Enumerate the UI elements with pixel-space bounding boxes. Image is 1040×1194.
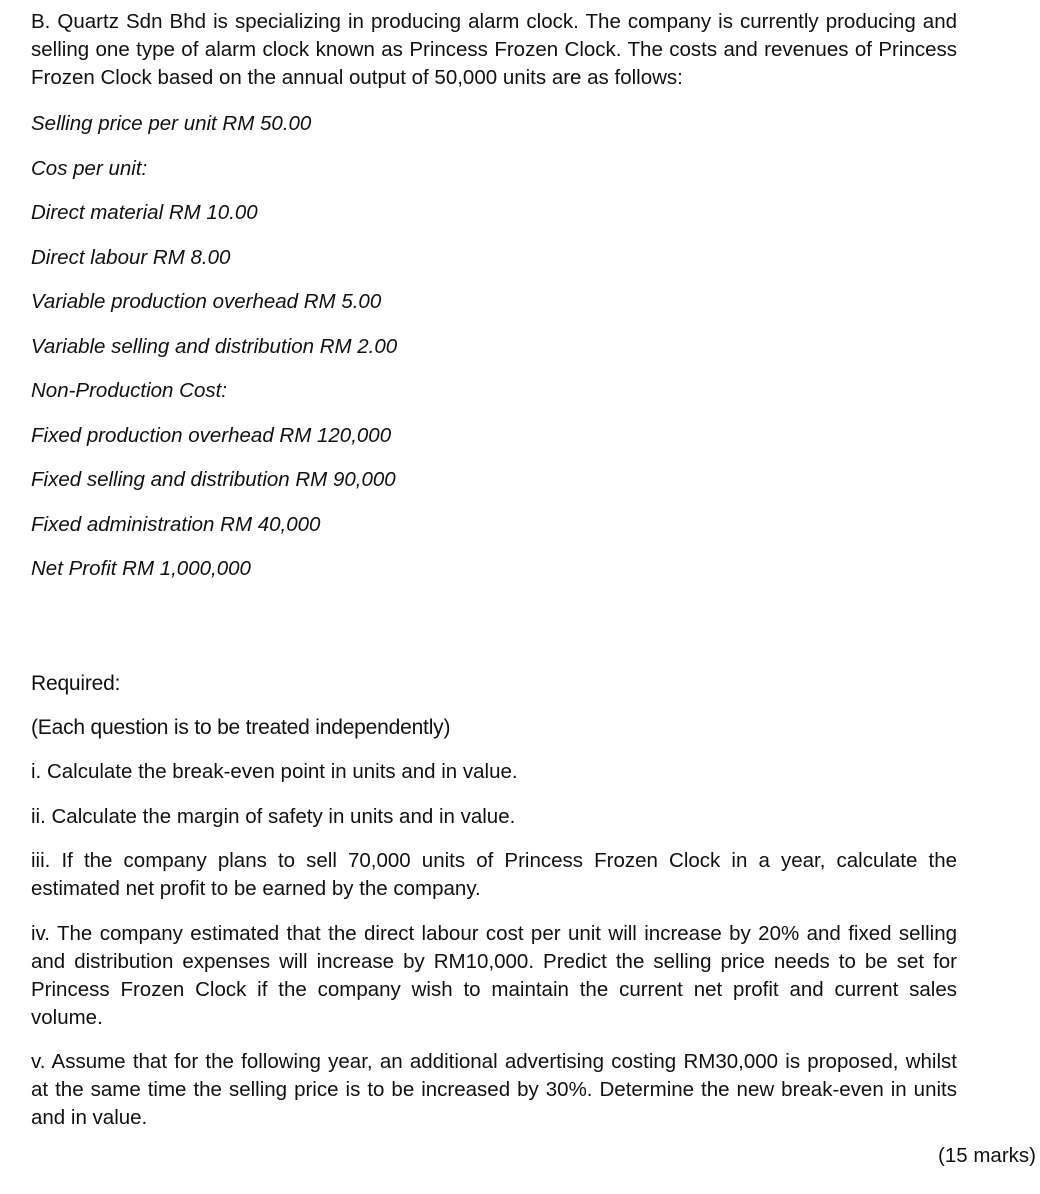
- cost-item-fixed-administration: Fixed administration RM 40,000: [31, 512, 321, 536]
- cost-item-non-production-heading: Non-Production Cost:: [31, 379, 227, 402]
- cost-item-direct-material: Direct material RM 10.00: [31, 201, 258, 224]
- intro-paragraph: B. Quartz Sdn Bhd is specializing in producing alarm clock. The company is currently producing and selling one type of alarm clock known as Princess Frozen Clock. The costs and revenues of Princess Frozen Clock based on the annual output of 50,000 units are as follows:: [31, 10, 957, 89]
- cost-item-selling-price: Selling price per unit RM 50.00: [31, 112, 312, 135]
- document-page: [31, 8, 957, 1129]
- question-v: v. Assume that for the following year, an additional advertising costing RM30,000 is proposed, whilst at the same time the selling price is to be increased by 30%. Determine the new break-even in units and in value.: [31, 1050, 957, 1129]
- cost-list: [31, 110, 957, 583]
- required-section: [31, 670, 957, 1149]
- question-iii: iii. If the company plans to sell 70,000 units of Princess Frozen Clock in a year, calculate the estimated net profit to be earned by the company.: [31, 849, 957, 900]
- cost-item-cost-per-unit-heading: Cos per unit:: [31, 156, 148, 180]
- question-iv: iv. The company estimated that the direct labour cost per unit will increase by 20% and fixed selling and distribution expenses will increase by RM10,000. Predict the selling price needs to be set for Princess Frozen Clock if the company wish to maintain the current net profit and current sales volume.: [31, 921, 957, 1029]
- required-heading: Required:: [31, 672, 121, 695]
- marks-label: (15 marks): [938, 1144, 1036, 1167]
- cost-item-fixed-production-overhead: Fixed production overhead RM 120,000: [31, 423, 392, 447]
- independence-note: (Each question is to be treated independently): [31, 716, 451, 739]
- cost-item-variable-production-overhead: Variable production overhead RM 5.00: [31, 290, 382, 313]
- cost-item-net-profit: Net Profit RM 1,000,000: [31, 557, 251, 580]
- cost-item-fixed-selling-distribution: Fixed selling and distribution RM 90,000: [31, 468, 396, 491]
- question-ii: ii. Calculate the margin of safety in units and in value.: [31, 804, 516, 828]
- cost-item-direct-labour: Direct labour RM 8.00: [31, 245, 231, 269]
- cost-item-variable-selling-distribution: Variable selling and distribution RM 2.00: [31, 334, 398, 358]
- question-i: i. Calculate the break-even point in units and in value.: [31, 760, 518, 783]
